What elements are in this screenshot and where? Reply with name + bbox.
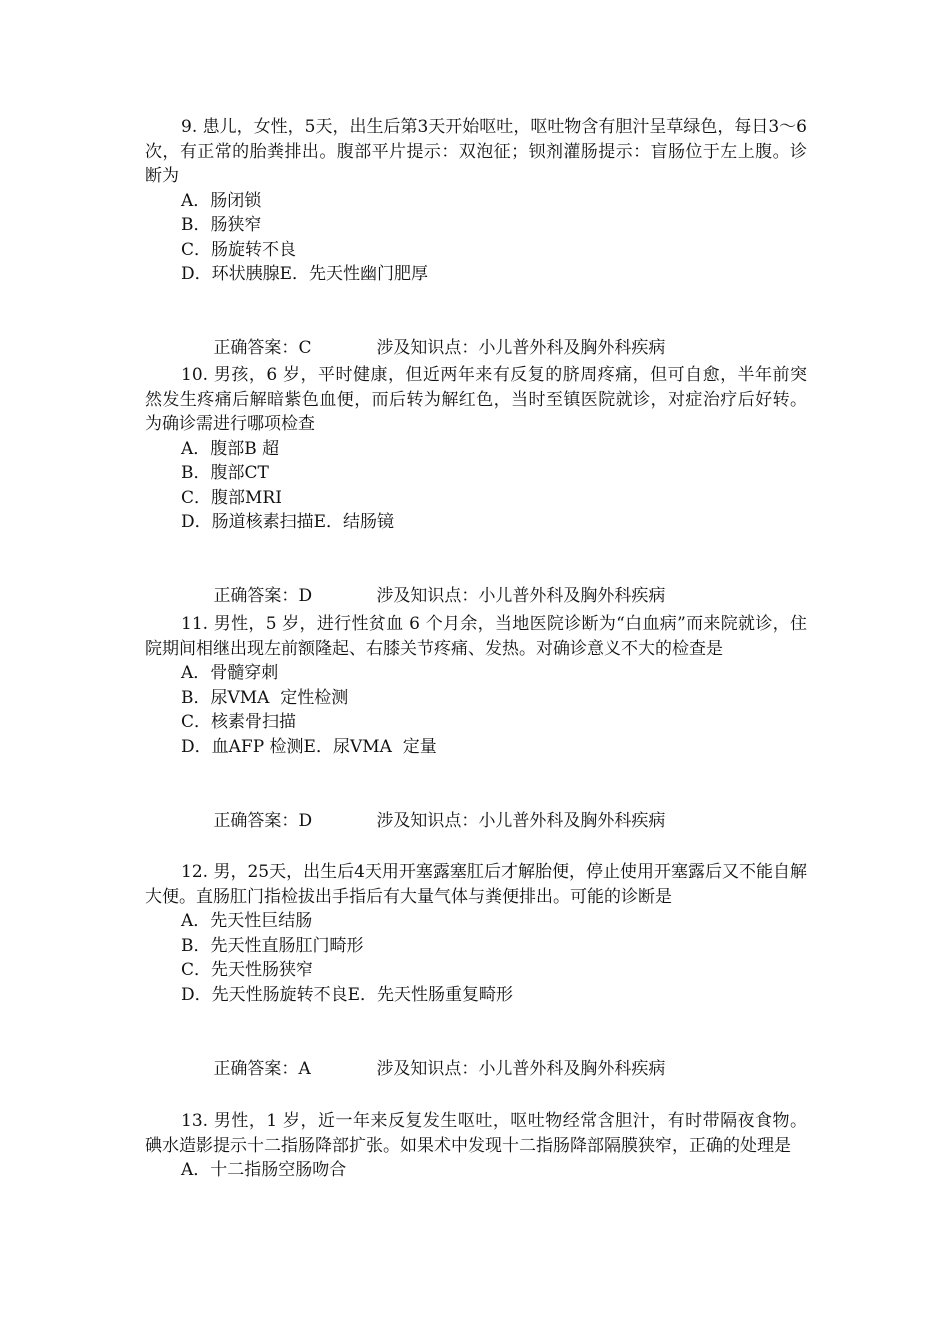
option-a: A．先天性巨结肠	[181, 911, 313, 931]
answer-label: 正确答案：	[213, 1058, 299, 1079]
question-9	[145, 115, 807, 385]
answer-line	[145, 784, 807, 858]
option-d-e: D．先天性肠旋转不良E．先天性肠重复畸形	[181, 984, 514, 1005]
option-c: C．腹部MRI	[181, 487, 282, 508]
question-11	[145, 612, 807, 858]
option-c: C．核素骨扫描	[181, 712, 297, 732]
topic-value: 小儿普外科及胸外科疾病	[478, 586, 666, 606]
option-c: C．先天性肠狭窄	[181, 960, 314, 980]
option-b: B．腹部CT	[181, 463, 269, 483]
answer-value: C	[298, 338, 312, 358]
question-stem: 12. 男，25天，出生后4天用开塞露塞肛后才解胎便，停止使用开塞露后又不能自解大便。直肠肛门指检拔出手指后有大量气体与粪便排出。可能的诊断是	[145, 862, 807, 907]
question-12	[145, 860, 807, 1106]
topic-label: 涉及知识点：	[376, 810, 479, 831]
option-b: B．先天性直肠肛门畸形	[181, 935, 364, 956]
option-b: B．肠狭窄	[181, 215, 262, 235]
topic-value: 小儿普外科及胸外科疾病	[478, 338, 666, 358]
option-d-e: D．环状胰腺E．先天性幽门肥厚	[181, 264, 429, 284]
option-a: A．骨髓穿刺	[181, 663, 279, 683]
option-b: B．尿VMA 定性检测	[181, 687, 349, 708]
option-d-e: D．肠道核素扫描E．结肠镜	[181, 512, 395, 532]
topic-value: 小儿普外科及胸外科疾病	[478, 810, 666, 831]
answer-label: 正确答案：	[213, 586, 299, 606]
option-a: A．十二指肠空肠吻合	[181, 1160, 347, 1180]
question-stem: 13. 男性，1 岁，近一年来反复发生呕吐，呕吐物经常含胆汁，有时带隔夜食物。碘水造影提示十二指肠降部扩张。如果术中发现十二指肠降部隔膜狭窄，正确的处理是	[145, 1111, 807, 1156]
question-10	[145, 363, 807, 633]
question-13	[145, 1109, 807, 1183]
answer-value: D	[298, 810, 313, 831]
answer-value: D	[298, 586, 313, 606]
topic-label: 涉及知识点：	[376, 586, 479, 606]
answer-line	[145, 1032, 807, 1106]
question-stem: 10. 男孩，6 岁，平时健康，但近两年来有反复的脐周疼痛，但可自愈，半年前突然发生疼痛后解暗紫色血便，而后转为解红色，当时至镇医院就诊，对症治疗后好转。为确诊需进行哪项检查	[145, 365, 807, 434]
question-stem: 11. 男性，5 岁，进行性贫血 6 个月余，当地医院诊断为“白血病”而来院就诊，住院期间相继出现左前额隆起、右膝关节疼痛、发热。对确诊意义不大的检查是	[145, 614, 807, 659]
question-stem: 9. 患儿，女性，5天，出生后第3天开始呕吐，呕吐物含有胆汁呈草绿色，每日3～6次，有正常的胎粪排出。腹部平片提示：双泡征；钡剂灌肠提示：盲肠位于左上腹。诊断为	[145, 117, 807, 186]
option-c: C．肠旋转不良	[181, 239, 297, 260]
option-d-e: D．血AFP 检测E．尿VMA 定量	[181, 736, 437, 757]
topic-label: 涉及知识点：	[376, 1058, 479, 1079]
option-a: A．肠闭锁	[181, 190, 262, 211]
answer-value: A	[298, 1058, 311, 1079]
answer-label: 正确答案：	[213, 338, 299, 358]
option-a: A．腹部B 超	[181, 438, 280, 459]
topic-label: 涉及知识点：	[376, 338, 479, 358]
answer-label: 正确答案：	[213, 810, 299, 831]
topic-value: 小儿普外科及胸外科疾病	[478, 1058, 666, 1079]
